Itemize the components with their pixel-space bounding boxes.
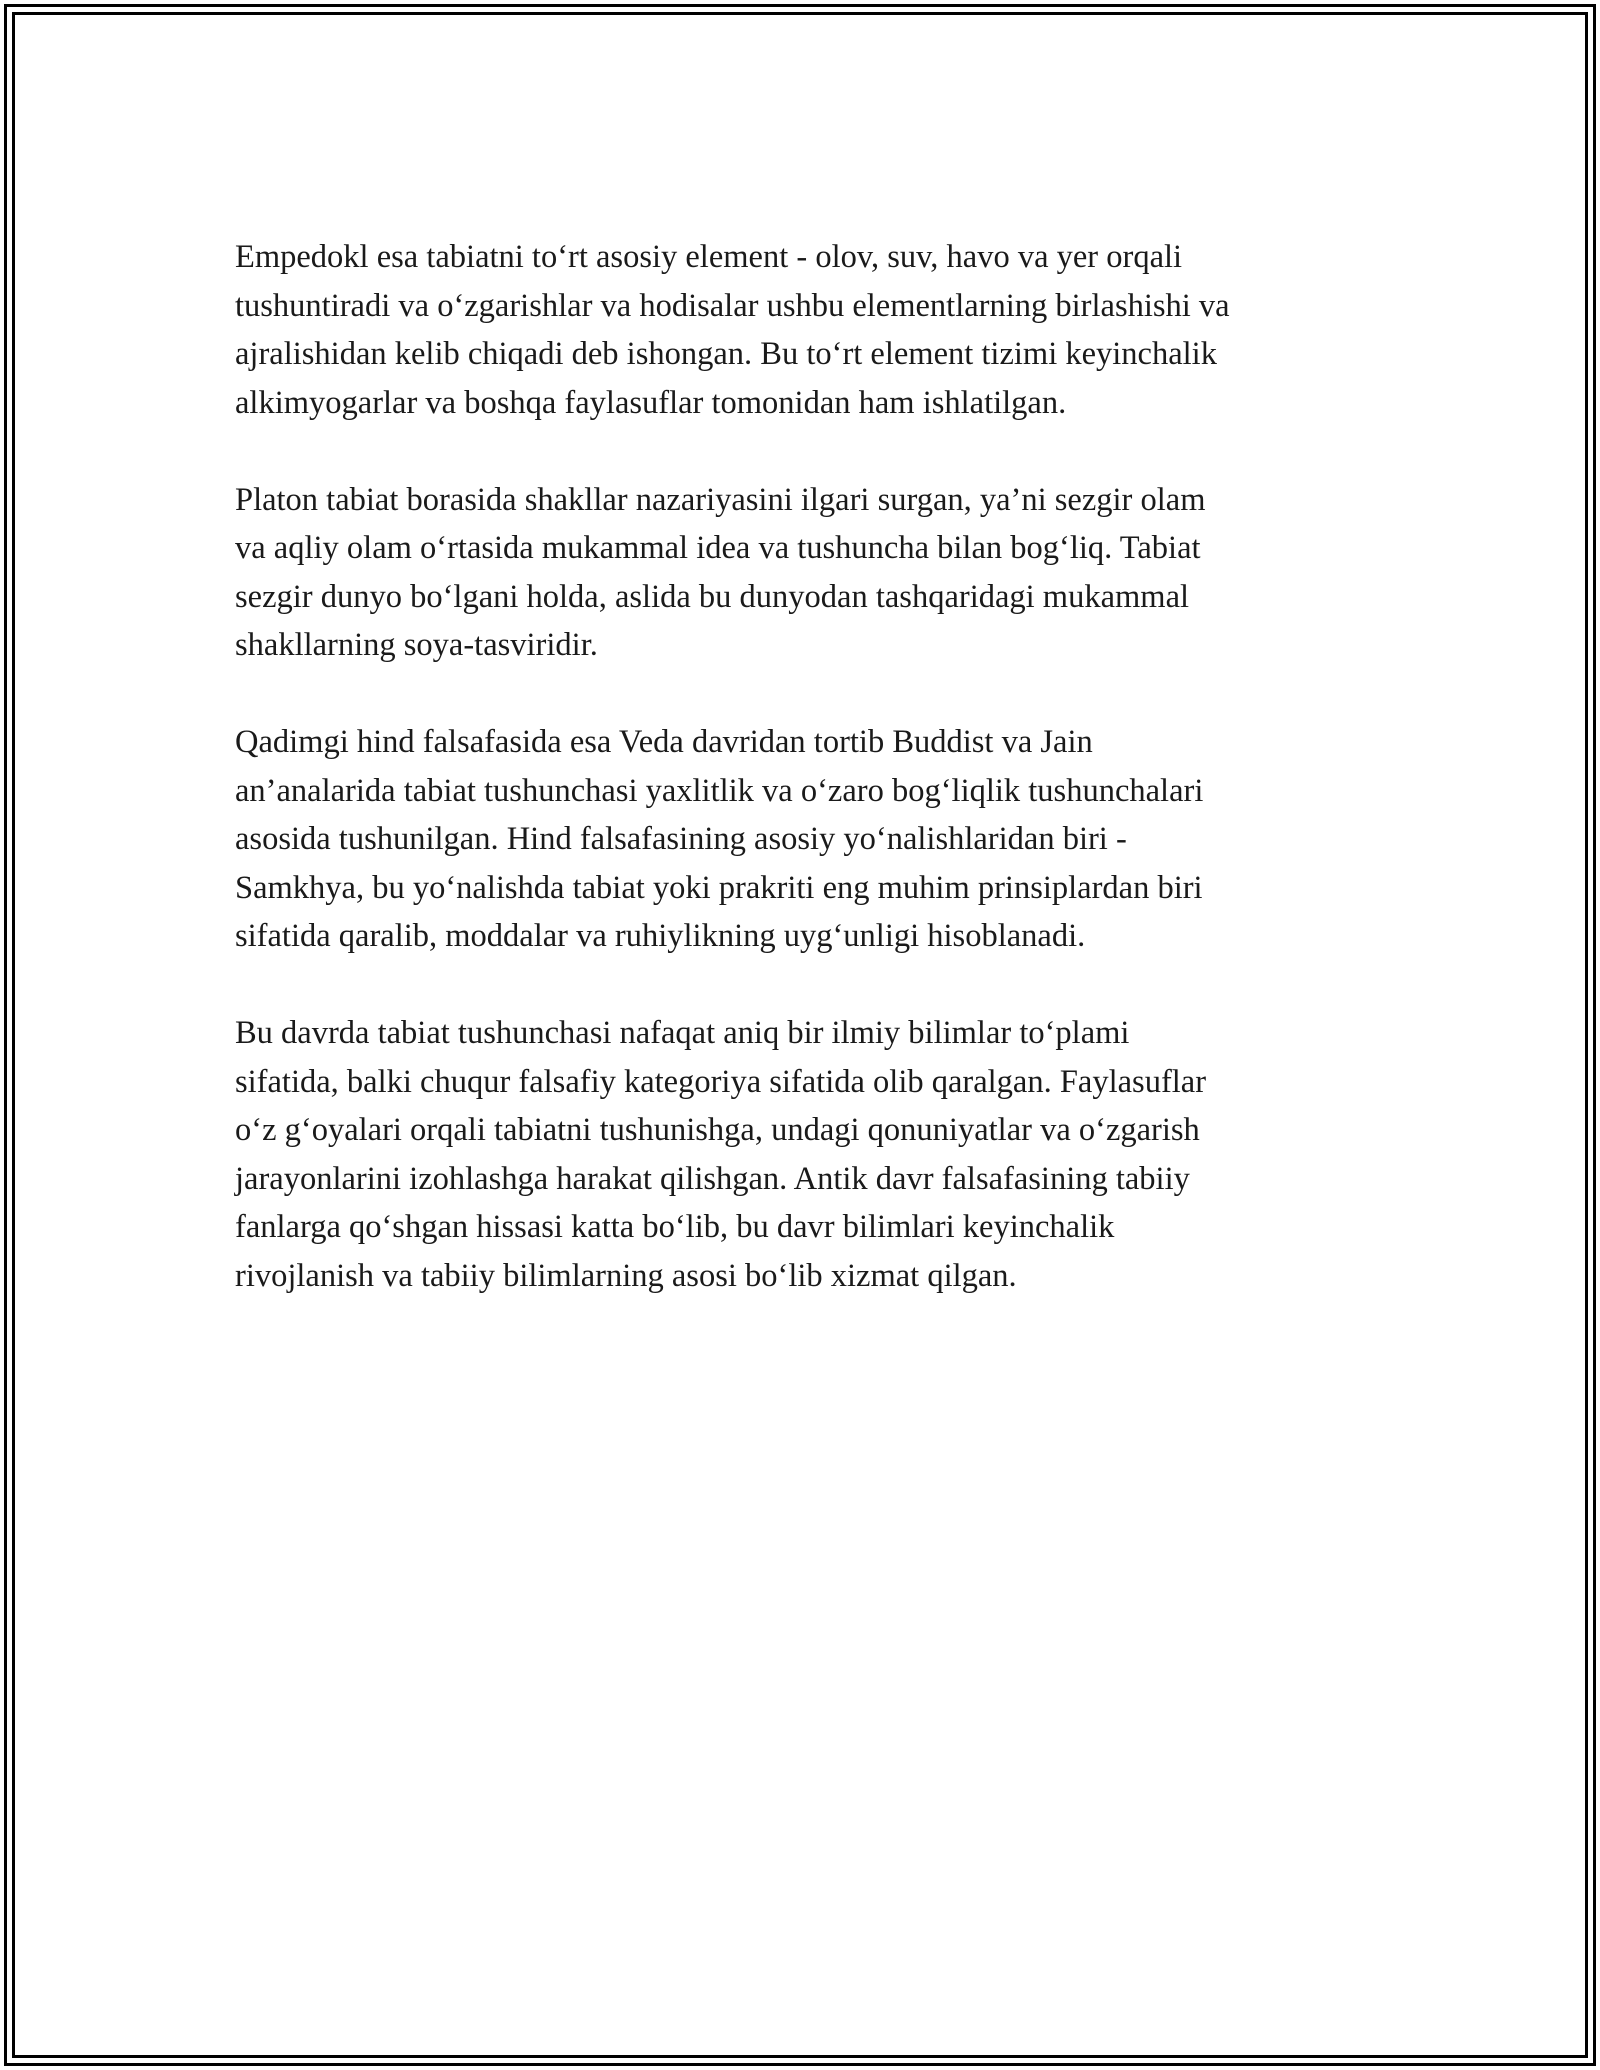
text-line: rivojlanish va tabiiy bilimlarning asosi bo‘lib xizmat qilgan.	[235, 1257, 1017, 1294]
text-line: shakllarning soya-tasviridir.	[235, 627, 598, 663]
text-line: o‘z g‘oyalari orqali tabiatni tushunishga, undagi qonuniyatlar va o‘zgarish	[235, 1112, 1200, 1148]
text-line: jarayonlarini izohlashga harakat qilishgan. Antik davr falsafasining tabiiy	[235, 1160, 1190, 1197]
text-line: Qadimgi hind falsafasida esa Veda davridan tortib Buddist va Jain	[235, 724, 1093, 760]
text-line: alkimyogarlar va boshqa faylasuflar tomonidan ham ishlatilgan.	[235, 384, 1067, 421]
text-line: va aqliy olam o‘rtasida mukammal idea va tushuncha bilan bog‘liq. Tabiat	[235, 530, 1201, 566]
paragraph-empedokl	[235, 233, 1375, 427]
text-line: Bu davrda tabiat tushunchasi nafaqat aniq bir ilmiy bilimlar to‘plami	[235, 1015, 1130, 1051]
document-body	[235, 233, 1375, 1300]
text-line: asosida tushunilgan. Hind falsafasining asosiy yo‘nalishlaridan biri -	[235, 821, 1127, 857]
text-line: sifatida qaralib, moddalar va ruhiylikning uyg‘unligi hisoblanadi.	[235, 918, 1086, 954]
text-line: Samkhya, bu yo‘nalishda tabiat yoki prakriti eng muhim prinsiplardan biri	[235, 869, 1203, 906]
text-line: Empedokl esa tabiatni to‘rt asosiy element - olov, suv, havo va yer orqali	[235, 239, 1183, 275]
text-line: sezgir dunyo bo‘lgani holda, aslida bu dunyodan tashqaridagi mukammal	[235, 578, 1190, 615]
paragraph-hind-falsafasi	[235, 718, 1375, 961]
text-line: tushuntiradi va o‘zgarishlar va hodisalar ushbu elementlarning birlashishi va	[235, 287, 1230, 324]
text-line: an’analarida tabiat tushunchasi yaxlitlik va o‘zaro bog‘liqlik tushunchalari	[235, 772, 1204, 809]
text-line: ajralishidan kelib chiqadi deb ishongan. Bu to‘rt element tizimi keyinchalik	[235, 336, 1217, 372]
text-line: fanlarga qo‘shgan hissasi katta bo‘lib, bu davr bilimlari keyinchalik	[235, 1209, 1115, 1245]
paragraph-bu-davrda	[235, 1009, 1375, 1300]
text-line: sifatida, balki chuqur falsafiy kategoriya sifatida olib qaralgan. Faylasuflar	[235, 1063, 1207, 1100]
text-line: Platon tabiat borasida shakllar nazariyasini ilgari surgan, ya’ni sezgir olam	[235, 481, 1206, 518]
paragraph-platon	[235, 476, 1375, 670]
